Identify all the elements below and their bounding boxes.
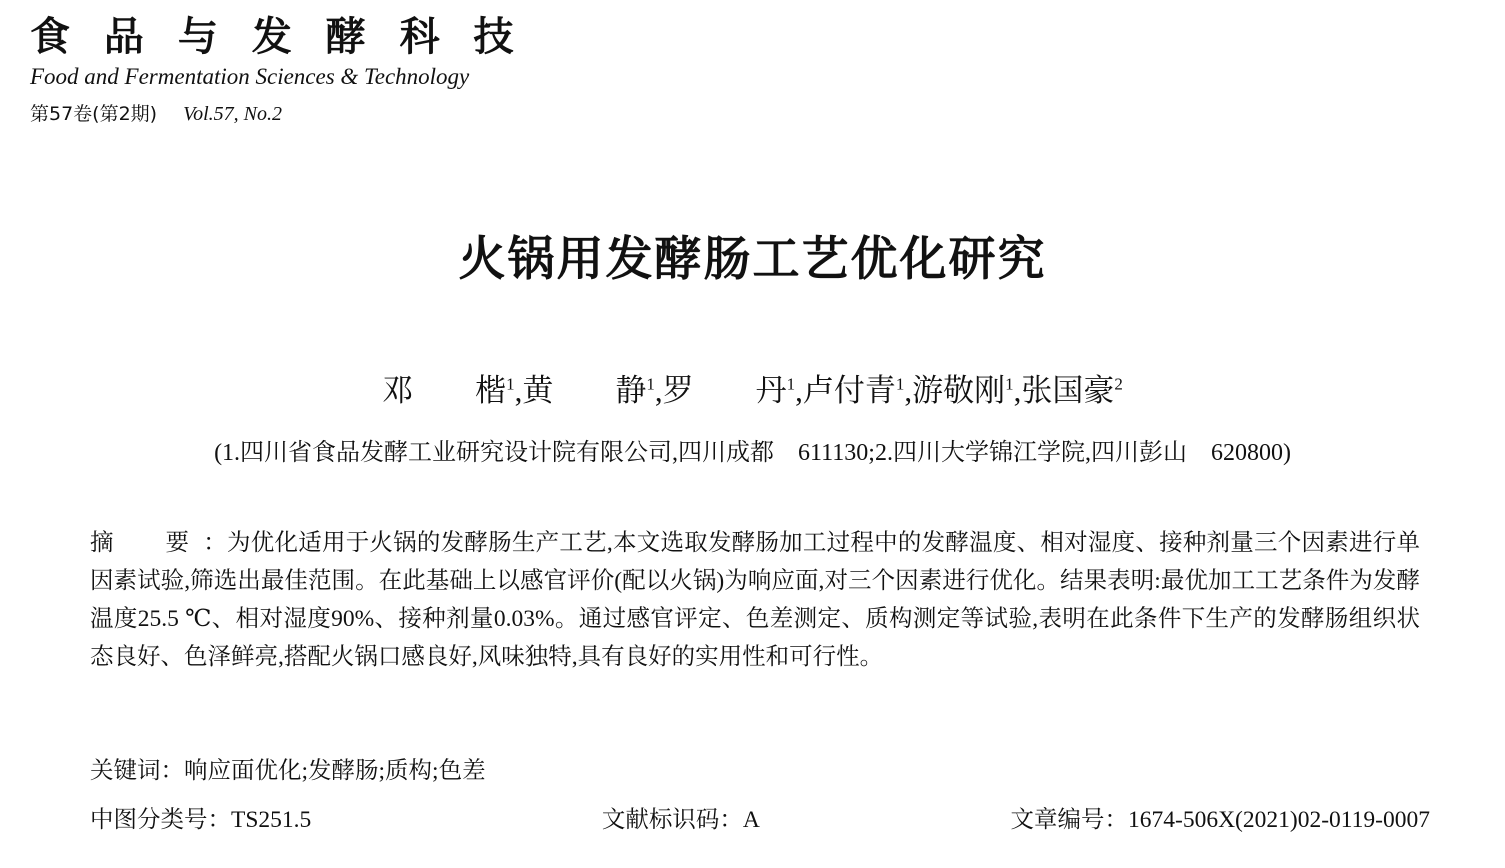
issue-volume-cn: 第57卷(第2期) xyxy=(30,102,158,125)
document-code-label: 文献标识码 xyxy=(601,805,720,833)
abstract xyxy=(90,523,1420,676)
issue-line xyxy=(30,101,730,127)
page-title: 火锅用发酵肠工艺优化研究 xyxy=(458,232,1047,287)
document-code-value: ：A xyxy=(719,807,760,833)
journal-title-cn: 食 品 与 发 酵 科 技 xyxy=(30,14,524,60)
clc-label: 中图分类号 xyxy=(90,805,208,833)
keywords xyxy=(90,753,1430,789)
article-number-label: 文章编号 xyxy=(1010,805,1105,833)
author-name: 黄 静 xyxy=(522,373,647,408)
author-name: 卢付青 xyxy=(802,373,896,408)
masthead xyxy=(30,14,730,127)
abstract-label: 摘 要 xyxy=(90,528,204,556)
author-name: 游敬刚 xyxy=(912,373,1006,408)
author-affiliation-marker: 1 xyxy=(506,374,515,394)
classification-codes xyxy=(90,800,1430,834)
abstract-text: ：为优化适用于火锅的发酵肠生产工艺,本文选取发酵肠加工过程中的发酵温度、相对湿度、接种剂量三个因素进行单因素试验,筛选出最佳范围。在此基础上以感官评价(配以火锅)为响应面,对三个因素进行优化。结果表明:最优加工工艺条件为发酵温度25.5 ℃、相对湿度90%、接种剂量0.03%。通过感官评定、色差测定、质构测定等试验,表明在此条件下生产的发酵肠组织状态良好、色泽鲜亮,搭配火锅口感良好,风味独特,具有良好的实用性和可行性。 xyxy=(90,530,1421,671)
clc-number xyxy=(90,800,311,834)
keywords-text: ：响应面优化;发酵肠;质构;色差 xyxy=(160,758,486,784)
affiliation: (1.四川省食品发酵工业研究设计院有限公司,四川成都 611130;2.四川大学锦江学院,四川彭山 620800) xyxy=(214,440,1291,466)
author-affiliation-marker: 1 xyxy=(646,374,655,394)
author-affiliation-marker: 2 xyxy=(1114,374,1123,394)
author-list: 邓 楷$^1$,黄 静$^1$,罗 丹$^1$,卢付青$^1$,游敬刚$^1$,张国豪$^2$ xyxy=(382,373,1123,408)
article-number xyxy=(1011,800,1430,834)
author-affiliation-marker: 1 xyxy=(786,374,796,394)
journal-title-en: Food and Fermentation Sciences & Technology xyxy=(30,64,470,89)
author-name: 张国豪 xyxy=(1021,373,1115,408)
author-affiliation-marker: 1 xyxy=(1005,374,1014,394)
issue-volume-en: Vol.57, No.2 xyxy=(183,102,282,125)
author-name: 罗 丹 xyxy=(662,373,787,408)
keywords-label: 关键词 xyxy=(90,756,161,784)
document-code xyxy=(602,800,760,834)
article-number-value: ：1674-506X(2021)02-0119-0007 xyxy=(1104,807,1430,833)
author-affiliation-marker: 1 xyxy=(895,374,905,394)
clc-value: ：TS251.5 xyxy=(207,807,312,833)
author-name: 邓 楷 xyxy=(382,373,507,408)
